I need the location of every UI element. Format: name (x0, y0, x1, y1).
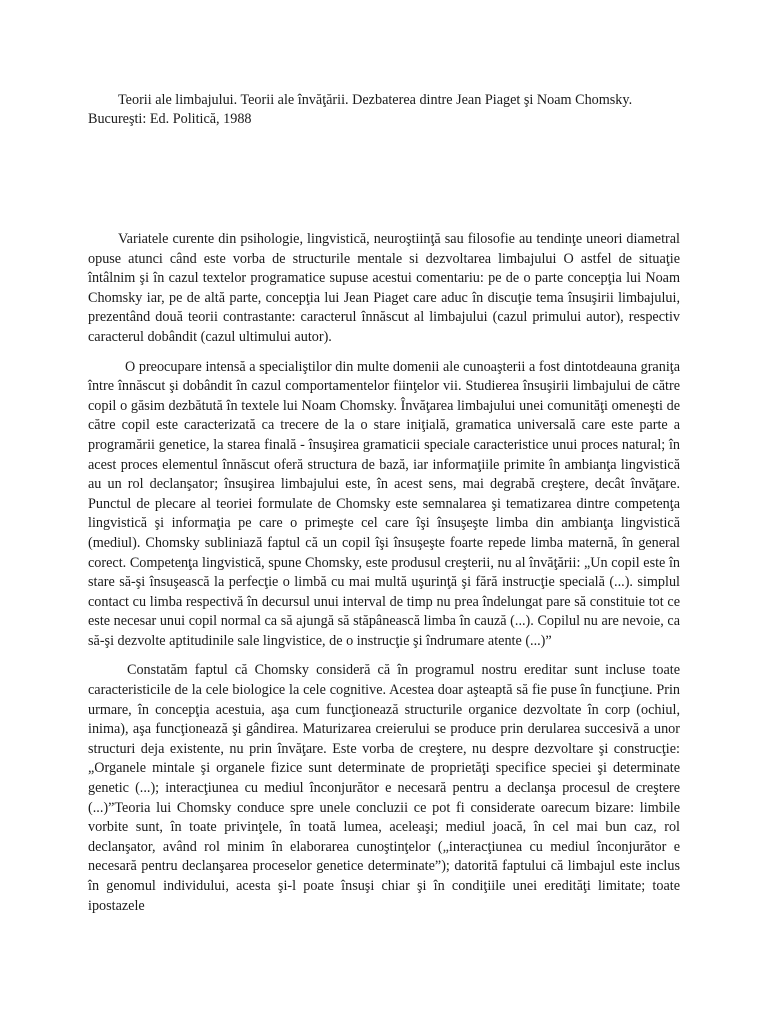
paragraph-1: Variatele curente din psihologie, lingvistică, neuroştiinţă sau filosofie au tendinţe uneori diametral opuse atunci când este vorba de structurile mentale si dezvoltarea limbajului O astfel de situaţie întâlnim şi în cazul textelor programatice supuse acestui comentariu: pe de o parte concepţia lui Noam Chomsky iar, pe de altă parte, concepţia lui Jean Piaget care aduc în discuţie tema însuşirii limbajului, prezentând două teorii contrastante: caracterul înnăscut al limbajului (cazul primului autor), respectiv caracterul dobândit (cazul ultimului autor). (88, 231, 680, 345)
document-page (88, 91, 680, 926)
paragraph-2: O preocupare intensă a specialiştilor din multe domenii ale cunoaşterii a fost dintotdeauna graniţa între înnăscut şi dobândit în cazul comportamentelor fiinţelor vii. Studierea însuşirii limbajului de către copil o găsim dezbătută în textele lui Noam Chomsky. Învăţarea limbajului unei comunităţi omeneşti de către copil este caracterizată ca trecere de la o stare iniţială, gramatica universală care este parte a programării genetice, la starea finală - însuşirea gramaticii speciale caracteristice unui proces natural; în acest proces elementul înnăscut oferă structura de bază, iar informaţiile primite în ambianţa lingvistică au un rol declanşator; însuşirea limbajului este, în acest sens, mai degrabă creştere, decât învăţare. Punctul de plecare al teoriei formulate de Chomsky este semnalarea şi tematizarea dintre competenţa lingvistică şi informaţia pe care o primeşte cel care îşi însuşeşte limba din ambianţa lingvistică (mediul). Chomsky subliniază faptul că un copil îşi însuşeşte foarte repede limba maternă, în general corect. Competenţa lingvistică, spune Chomsky, este produsul creşterii, nu al învăţării: „Un copil este în stare să-şi însuşească la perfecţie o limbă cu mai multă uşurinţă şi fără instrucţie specială (...). simplul contact cu limba respectivă în decursul unui interval de timp nu prea îndelungat pare să constituie tot ce este necesar unui copil normal ca să ajungă să stăpânească limba în cauză (...). Copilul nu are nevoie, ca să-şi dezvolte aptitudinile sale lingvistice, de o instrucţie şi îndrumare atente (...)” (88, 358, 680, 649)
paragraph-3: Constatăm faptul că Chomsky consideră că în programul nostru ereditar sunt incluse toate caracteristicile de la cele biologice la cele cognitive. Acestea doar aşteaptă să fie puse în funcţiune. Prin urmare, în concepţia acestuia, aşa cum funcţionează structurile organice dezvoltate în corp (ochiul, inima), aşa funcţionează şi gândirea. Maturizarea creierului se produce prin derularea succesivă a unor structuri deja existente, nu prin învăţare. Este vorba de creştere, nu despre dezvoltare şi construcţie: „Organele mintale şi organele fizice sunt determinate de proprietăţi specifice speciei şi determinate genetic (...); interacţiunea cu mediul înconjurător e necesară pentru a declanşa procesul de creştere (...)”Teoria lui Chomsky conduce spre unele concluzii ce pot fi considerate oarecum bizare: limbile vorbite sunt, în toate privinţele, în toată lumea, aceleaşi; mediul joacă, în cel mai bun caz, rol declanşator, având rol minim în elaborarea cunoştinţelor („interacţiunea cu mediul înconjurător e necesară pentru declanşarea proceselor genetice determinate”); datorită faptului că limbajul este inclus în genomul individului, acesta şi-l poate însuşi chiar şi în condiţiile unei eredităţi limitate; toate ipostazele (88, 662, 680, 914)
bibliographic-reference: Teorii ale limbajului. Teorii ale învăţării. Dezbaterea dintre Jean Piaget şi Noam Chomsky. Bucureşti: Ed. Politică, 1988 (88, 92, 633, 127)
document-body (88, 230, 680, 916)
